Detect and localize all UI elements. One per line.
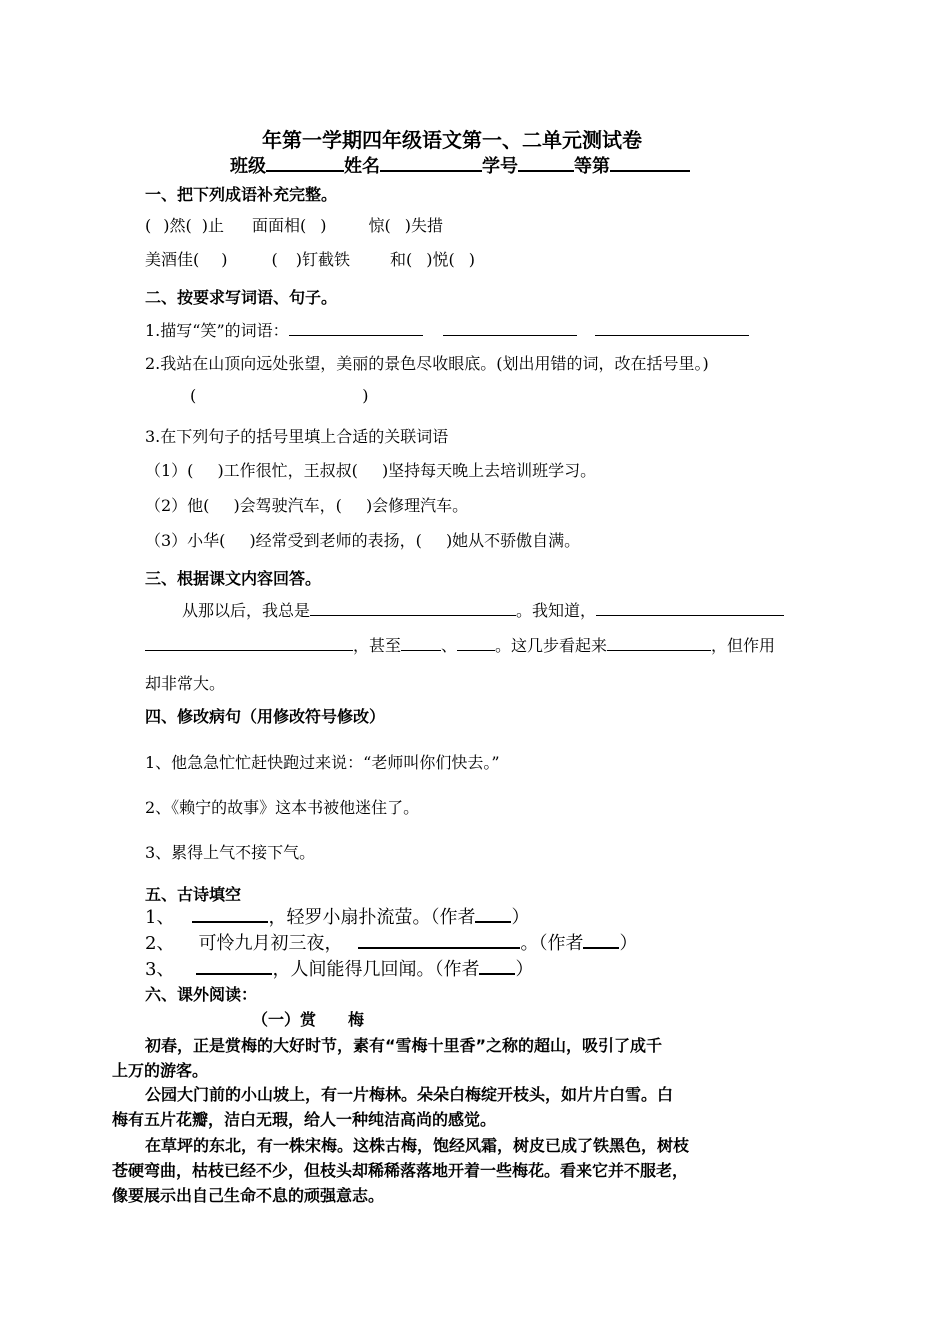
passage-line-1 xyxy=(182,598,784,621)
idiom-text: )钉截铁 xyxy=(295,250,350,269)
author-blank[interactable] xyxy=(583,929,619,949)
poem-blank[interactable] xyxy=(358,929,520,949)
poem-text: ，人间能得几回闻。（作者 xyxy=(272,959,480,980)
section-1-heading: 一、把下列成语补充完整。 xyxy=(145,185,338,204)
idiom-text: )止 xyxy=(201,216,224,235)
answer-blank[interactable] xyxy=(443,319,577,336)
answer-blank[interactable] xyxy=(289,319,423,336)
answer-blank[interactable] xyxy=(145,634,353,651)
section-6-heading: 六、课外阅读： xyxy=(145,985,258,1004)
section-4-heading: 四、修改病句（用修改符号修改） xyxy=(145,707,386,726)
idiom-text: ( xyxy=(145,216,152,235)
name-blank[interactable] xyxy=(380,152,482,172)
poem-line-3 xyxy=(145,955,533,981)
paren-close: ) xyxy=(362,386,369,405)
page-title: 年第一学期四年级语文第一、二单元测试卷 xyxy=(262,128,642,152)
question-text: （1）( xyxy=(145,461,194,480)
sentence-4-2: 2、《赖宁的故事》这本书被他迷住了。 xyxy=(145,798,420,817)
passage-text: 。这几步看起来 xyxy=(495,636,608,655)
class-blank[interactable] xyxy=(266,152,344,172)
answer-blank[interactable] xyxy=(310,599,516,616)
poem-text: ，轻罗小扇扑流萤。（作者 xyxy=(268,907,476,928)
sentence-4-3: 3、累得上气不接下气。 xyxy=(145,843,316,862)
grade-label: 等第 xyxy=(574,156,610,177)
question-text: )会修理汽车。 xyxy=(365,496,469,515)
idiom-text: ) xyxy=(320,216,327,235)
question-2-2: 2.我站在山顶向远处张望，美丽的景色尽收眼底。(划出用错的词，改在括号里。) xyxy=(145,354,709,373)
answer-blank[interactable] xyxy=(401,634,441,651)
poem-number: 1、 xyxy=(145,907,175,928)
answer-blank[interactable] xyxy=(457,634,495,651)
poem-text: ） xyxy=(511,907,530,928)
poem-blank[interactable] xyxy=(196,955,272,975)
question-2-2-answer[interactable] xyxy=(190,386,369,405)
idiom-text: ) xyxy=(468,250,475,269)
reading-line-1: 初春，正是赏梅的大好时节，素有“雪梅十里香”之称的超山，吸引了成千 xyxy=(145,1036,663,1055)
poem-text: 可怜九月初三夜， xyxy=(198,933,343,954)
idiom-text: )失措 xyxy=(404,216,443,235)
passage-line-2 xyxy=(145,633,775,656)
idiom-text: )悦( xyxy=(426,250,455,269)
reading-line-3: 公园大门前的小山坡上，有一片梅林。朵朵白梅绽开枝头，如片片白雪。白 xyxy=(145,1085,674,1104)
paren-open: ( xyxy=(190,386,197,405)
grade-blank[interactable] xyxy=(610,152,690,172)
poem-line-1 xyxy=(145,903,529,929)
question-text: 1.描写“笑”的词语： xyxy=(145,321,289,340)
idiom-text: ) xyxy=(221,250,228,269)
poem-blank[interactable] xyxy=(192,903,268,923)
question-text: （3）小华( xyxy=(145,531,226,550)
question-text: )会驾驶汽车，( xyxy=(233,496,342,515)
reading-line-6: 苍硬弯曲，枯枝已经不少，但枝头却稀稀落落地开着一些梅花。看来它并不服老， xyxy=(112,1161,689,1180)
author-blank[interactable] xyxy=(479,955,515,975)
idiom-text: 美酒佳( xyxy=(145,250,200,269)
poem-number: 3、 xyxy=(145,959,175,980)
answer-blank[interactable] xyxy=(595,319,749,336)
reading-line-5: 在草坪的东北，有一株宋梅。这株古梅，饱经风霜，树皮已成了铁黑色，树枝 xyxy=(145,1136,690,1155)
reading-subtitle: （一）赏 梅 xyxy=(252,1010,365,1029)
idiom-text: 惊( xyxy=(368,216,391,235)
poem-text: ） xyxy=(515,959,534,980)
answer-blank[interactable] xyxy=(607,634,711,651)
question-2-3-3 xyxy=(145,528,580,551)
passage-text: 从那以后，我总是 xyxy=(182,601,311,620)
passage-text: 。我知道， xyxy=(516,601,597,620)
reading-line-7: 像要展示出自己生命不息的顽强意志。 xyxy=(112,1186,385,1205)
passage-text: 、 xyxy=(441,636,458,655)
name-label: 姓名 xyxy=(344,156,380,177)
student-info-line xyxy=(230,152,690,178)
student-id-blank[interactable] xyxy=(518,152,574,172)
question-2-3-2 xyxy=(145,493,468,516)
idiom-text: 和( xyxy=(390,250,413,269)
section-2-heading: 二、按要求写词语、句子。 xyxy=(145,288,338,307)
question-2-3: 3.在下列句子的括号里填上合适的关联词语 xyxy=(145,427,449,446)
poem-text: 。（作者 xyxy=(520,933,584,954)
passage-text: ，甚至 xyxy=(353,636,402,655)
passage-line-3: 却非常大。 xyxy=(145,674,226,693)
question-text: （2）他( xyxy=(145,496,210,515)
idiom-text: ( xyxy=(271,250,278,269)
answer-blank[interactable] xyxy=(596,599,784,616)
idiom-row-1 xyxy=(145,213,443,236)
author-blank[interactable] xyxy=(475,903,511,923)
poem-line-2 xyxy=(145,929,637,955)
idiom-text: )然( xyxy=(163,216,192,235)
poem-text: ） xyxy=(619,933,638,954)
class-label: 班级 xyxy=(230,156,266,177)
idiom-row-2 xyxy=(145,247,475,270)
question-2-3-1 xyxy=(145,458,596,481)
reading-line-4: 梅有五片花瓣，洁白无瑕，给人一种纯洁高尚的感觉。 xyxy=(112,1110,497,1129)
section-3-heading: 三、根据课文内容回答。 xyxy=(145,569,322,588)
reading-line-2: 上万的游客。 xyxy=(112,1061,209,1080)
section-5-heading: 五、古诗填空 xyxy=(145,885,242,904)
question-text: )坚持每天晚上去培训班学习。 xyxy=(381,461,597,480)
question-text: )经常受到老师的表扬，( xyxy=(249,531,422,550)
question-text: )工作很忙，王叔叔( xyxy=(217,461,358,480)
poem-number: 2、 xyxy=(145,933,175,954)
sentence-4-1: 1、他急急忙忙赶快跑过来说：“老师叫你们快去。” xyxy=(145,753,500,772)
student-id-label: 学号 xyxy=(482,156,518,177)
question-text: )她从不骄傲自满。 xyxy=(445,531,581,550)
question-2-1 xyxy=(145,318,749,341)
passage-text: ，但作用 xyxy=(711,636,776,655)
idiom-text: 面面相( xyxy=(252,216,307,235)
